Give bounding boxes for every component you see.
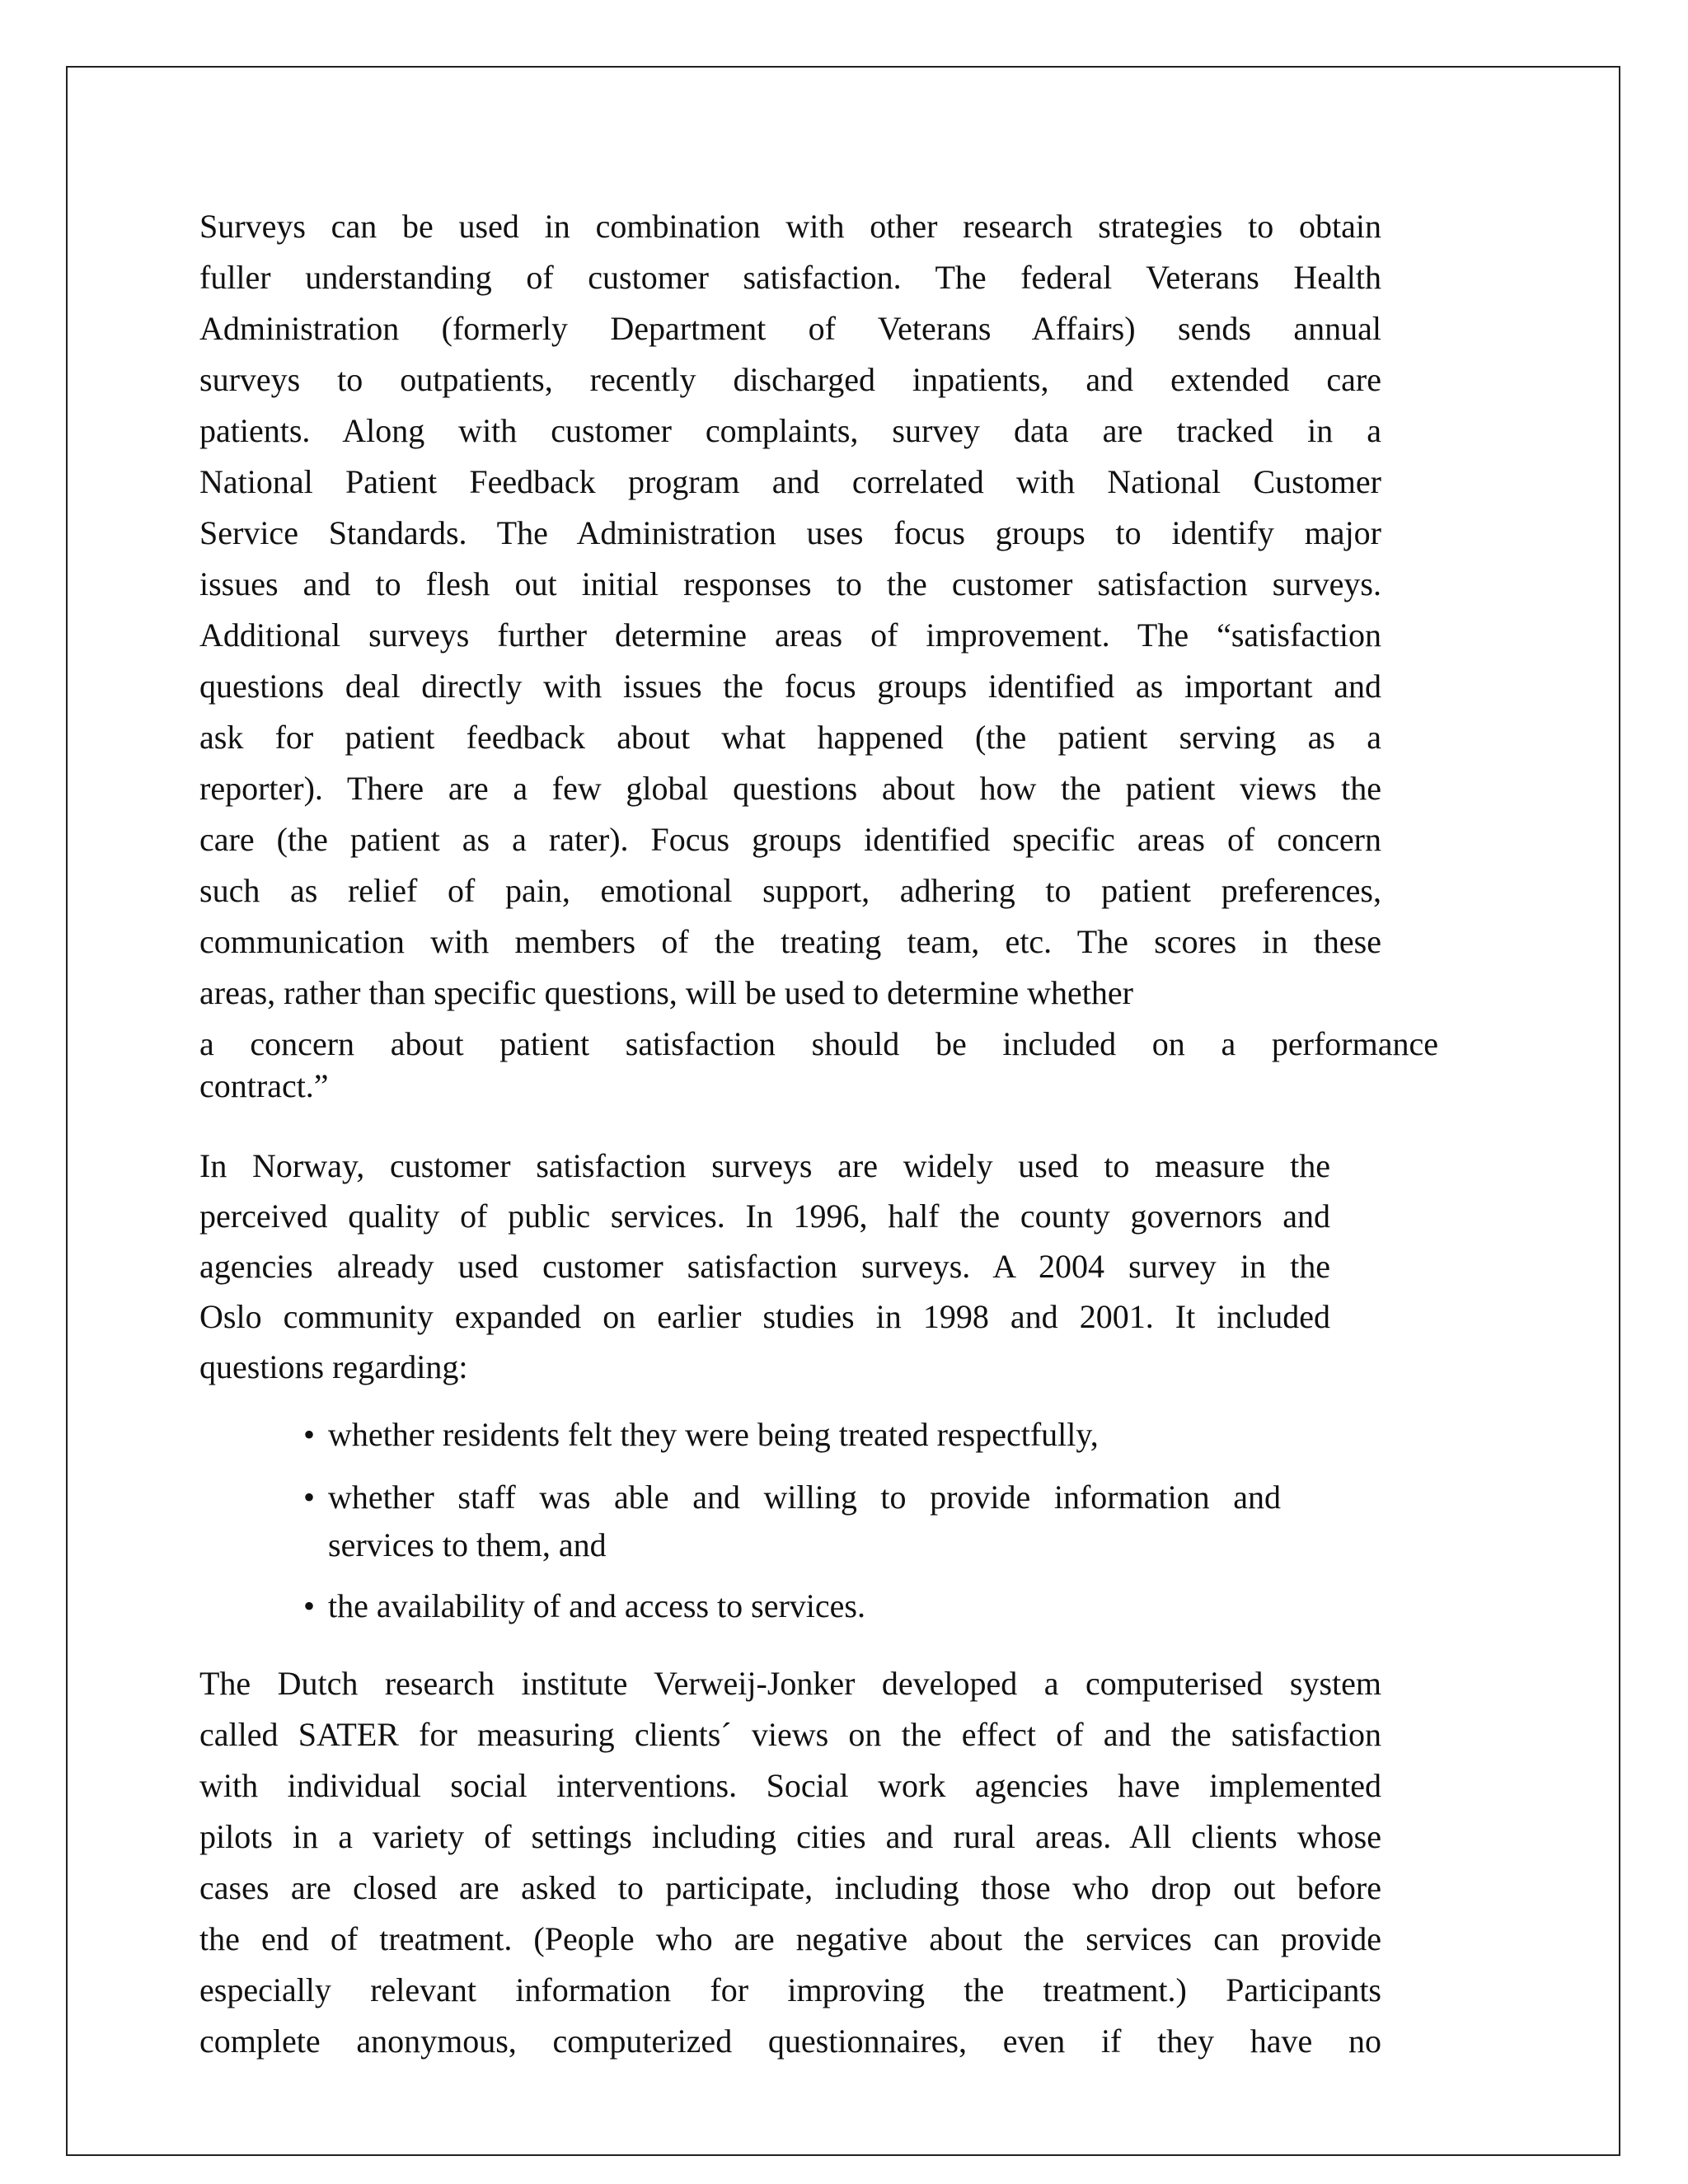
text-line: patients. Along with customer complaints, survey data are tracked in a [199, 412, 1381, 449]
text-line: whether residents felt they were being treated respectfully, [328, 1416, 1099, 1453]
text-line: Surveys can be used in combination with other research strategies to obtain [199, 208, 1381, 245]
paragraph-dutch-sater [199, 1658, 1381, 2067]
bullet-icon: • [303, 1479, 316, 1516]
text-line: reporter). There are a few global questions about how the patient views the [199, 770, 1381, 807]
text-line: whether staff was able and willing to provide information and [328, 1479, 1281, 1516]
text-line: Service Standards. The Administration uses focus groups to identify major [199, 514, 1381, 551]
paragraph-veterans-health [199, 201, 1438, 1113]
text-line: questions regarding: [199, 1348, 468, 1385]
text-line: The Dutch research institute Verweij-Jonker developed a computerised system [199, 1665, 1381, 1702]
text-line: Oslo community expanded on earlier studies in 1998 and 2001. It included [199, 1298, 1330, 1335]
text-line: contract.” [199, 1067, 329, 1104]
text-line: complete anonymous, computerized questionnaires, even if they have no [199, 2022, 1381, 2060]
text-line: especially relevant information for improving the treatment.) Participants [199, 1971, 1381, 2008]
text-line: a concern about patient satisfaction should be included on a performance [199, 1025, 1438, 1062]
text-line: the end of treatment. (People who are negative about the services can provide [199, 1920, 1381, 1957]
text-line: called SATER for measuring clients´ views on the effect of and the satisfaction [199, 1716, 1381, 1753]
text-line: surveys to outpatients, recently discharged inpatients, and extended care [199, 361, 1381, 398]
text-line: care (the patient as a rater). Focus groups identified specific areas of concern [199, 821, 1381, 858]
text-line: communication with members of the treating team, etc. The scores in these [199, 923, 1381, 960]
text-line: such as relief of pain, emotional support, adhering to patient preferences, [199, 872, 1381, 909]
text-line: areas, rather than specific questions, will be used to determine whether [199, 974, 1133, 1011]
text-line: perceived quality of public services. In 1996, half the county governors and [199, 1197, 1330, 1235]
text-line: Additional surveys further determine areas of improvement. The “satisfaction [199, 616, 1381, 654]
text-line: the availability of and access to services. [328, 1587, 865, 1624]
text-line: agencies already used customer satisfaction surveys. A 2004 survey in the [199, 1248, 1330, 1285]
text-line: pilots in a variety of settings including cities and rural areas. All clients whose [199, 1818, 1381, 1855]
text-line: National Patient Feedback program and correlated with National Customer [199, 463, 1381, 500]
paragraph-norway [199, 1141, 1330, 1392]
text-line: Administration (formerly Department of Veterans Affairs) sends annual [199, 310, 1381, 347]
text-line: services to them, and [328, 1526, 607, 1563]
text-line: fuller understanding of customer satisfaction. The federal Veterans Health [199, 259, 1381, 296]
text-line: In Norway, customer satisfaction surveys are widely used to measure the [199, 1147, 1330, 1184]
text-line: issues and to flesh out initial responses to the customer satisfaction surveys. [199, 565, 1381, 602]
text-line: ask for patient feedback about what happened (the patient serving as a [199, 719, 1381, 756]
bullet-icon: • [303, 1587, 316, 1624]
text-line: with individual social interventions. Social work agencies have implemented [199, 1767, 1381, 1804]
text-line: questions deal directly with issues the focus groups identified as important and [199, 668, 1381, 705]
text-line: cases are closed are asked to participate, including those who drop out before [199, 1869, 1381, 1906]
bullet-icon: • [303, 1416, 316, 1453]
